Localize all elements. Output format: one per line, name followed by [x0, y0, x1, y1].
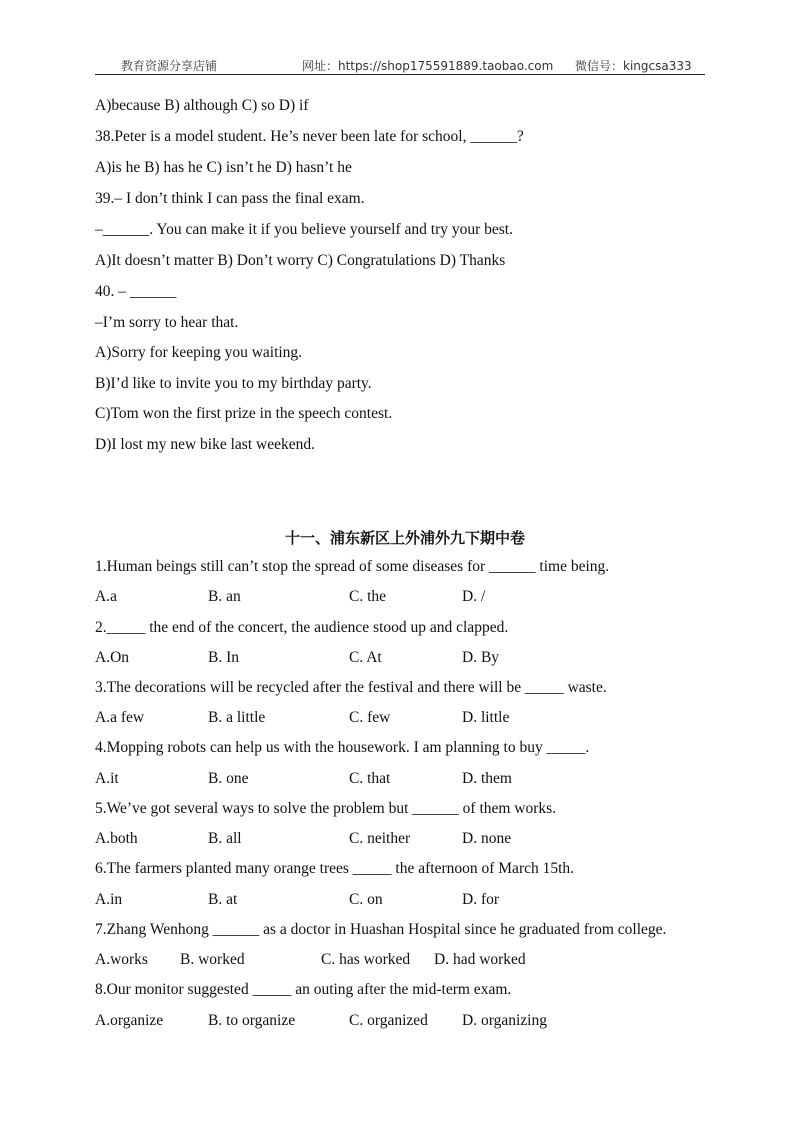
option-a: A.in: [95, 891, 123, 908]
section-title-text: 十一、浦东新区上外浦外九下期中卷: [284, 529, 525, 547]
q39-options: A)It doesn’t matter B) Don’t worry C) Congratulations D) Thanks: [95, 252, 506, 269]
question-stem: 1.Human beings still can’t stop the spread of some diseases for ______ time being.: [95, 558, 610, 575]
question-stem: 5.We’ve got several ways to solve the problem but ______ of them works.: [95, 800, 557, 817]
option-a: A.a few: [95, 709, 145, 726]
question-stem: 4.Mopping robots can help us with the housework. I am planning to buy _____.: [95, 739, 590, 756]
question-options: [95, 891, 715, 909]
option-b: B. worked: [180, 951, 245, 968]
option-a: A.it: [95, 770, 119, 787]
header-wechat: 微信号：kingcsa333: [575, 59, 692, 73]
question-options: [95, 1012, 715, 1030]
q40-response: –I’m sorry to hear that.: [95, 314, 239, 331]
option-a: A.a: [95, 588, 117, 605]
option-d: D. By: [462, 649, 500, 666]
q40-option-a: A)Sorry for keeping you waiting.: [95, 344, 303, 361]
option-c: C. on: [349, 891, 383, 908]
option-c: C. few: [349, 709, 391, 726]
option-a: A.organize: [95, 1012, 164, 1029]
option-b: B. to organize: [208, 1012, 296, 1029]
option-b: B. In: [208, 649, 239, 666]
question-options: [95, 830, 715, 848]
q39-stem: 39.– I don’t think I can pass the final exam.: [95, 190, 365, 207]
question-options: [95, 770, 715, 788]
question-stem: 8.Our monitor suggested _____ an outing after the mid-term exam.: [95, 981, 512, 998]
option-d: D. had worked: [434, 951, 526, 968]
question-options: [95, 588, 715, 606]
option-b: B. an: [208, 588, 241, 605]
q38-stem: 38.Peter is a model student. He’s never been late for school, ______?: [95, 128, 524, 145]
header-shop-name: 教育资源分享店铺: [121, 59, 218, 73]
option-a: A.On: [95, 649, 130, 666]
page-header: [95, 56, 705, 75]
option-d: D. little: [462, 709, 510, 726]
option-b: B. a little: [208, 709, 266, 726]
q38-options: A)is he B) has he C) isn’t he D) hasn’t he: [95, 159, 352, 176]
question-stem: 7.Zhang Wenhong ______ as a doctor in Huashan Hospital since he graduated from college.: [95, 921, 667, 938]
question-options: [95, 951, 715, 969]
q40-option-d: D)I lost my new bike last weekend.: [95, 436, 315, 453]
question-options: [95, 649, 715, 667]
option-d: D. /: [462, 588, 486, 605]
option-a: A.works: [95, 951, 148, 968]
option-d: D. organizing: [462, 1012, 547, 1029]
header-url: 网址：https://shop175591889.taobao.com: [302, 59, 554, 73]
option-c: C. At: [349, 649, 382, 666]
option-c: C. the: [349, 588, 387, 605]
option-c: C. neither: [349, 830, 411, 847]
q37-options: A)because B) although C) so D) if: [95, 97, 309, 114]
option-d: D. them: [462, 770, 512, 787]
q39-response: –______. You can make it if you believe yourself and try your best.: [95, 221, 513, 238]
option-d: D. none: [462, 830, 512, 847]
option-c: C. that: [349, 770, 391, 787]
option-b: B. all: [208, 830, 242, 847]
question-options: [95, 709, 715, 727]
question-stem: 6.The farmers planted many orange trees _____ the afternoon of March 15th.: [95, 860, 575, 877]
q40-stem: 40. – ______: [95, 283, 177, 300]
option-a: A.both: [95, 830, 138, 847]
question-stem: 3.The decorations will be recycled after the festival and there will be _____ waste.: [95, 679, 607, 696]
option-c: C. has worked: [321, 951, 411, 968]
option-b: B. one: [208, 770, 249, 787]
q40-option-c: C)Tom won the first prize in the speech contest.: [95, 405, 393, 422]
section-title: [0, 527, 800, 548]
option-d: D. for: [462, 891, 500, 908]
q40-option-b: B)I’d like to invite you to my birthday party.: [95, 375, 372, 392]
option-b: B. at: [208, 891, 238, 908]
option-c: C. organized: [349, 1012, 428, 1029]
question-stem: 2._____ the end of the concert, the audience stood up and clapped.: [95, 619, 509, 636]
